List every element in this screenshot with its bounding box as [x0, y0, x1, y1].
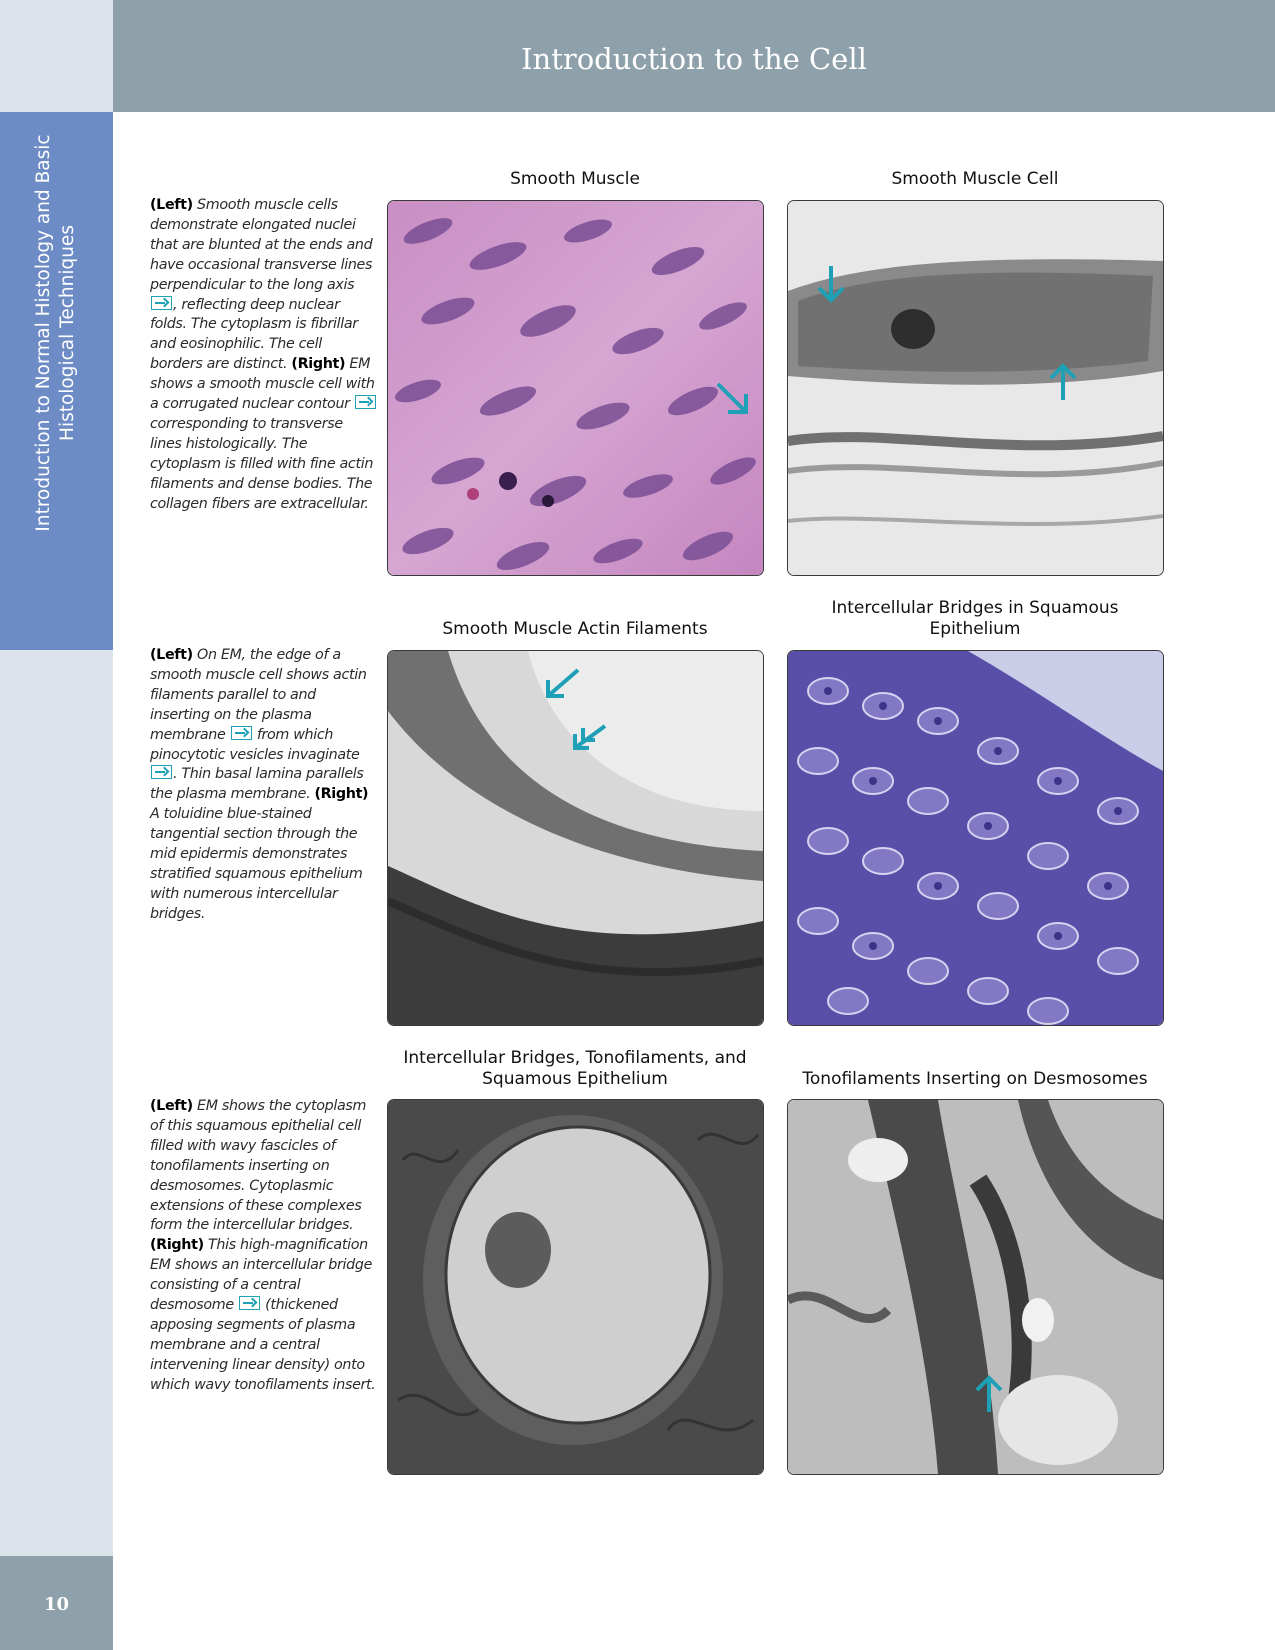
micrograph-toluidine-blue-epithelium [787, 650, 1164, 1026]
arrow-marker-icon [231, 726, 252, 740]
caption-right-tag: (Right) [314, 786, 369, 803]
caption-text: (thickened apposing segments of plasma membrane and a central intervening linear density) onto which wavy tonofilaments insert. [150, 1297, 376, 1393]
chapter-label-line1: Introduction to Normal Histology and Basic [33, 134, 54, 532]
caption-text: EM shows the cytoplasm of this squamous epithelial cell filled with wavy fascicles of tonofilaments inserting on desmosomes. Cytoplasmic extensions of these complexes form the intercellular bridges. [150, 1098, 367, 1234]
panel-title-desmosomes: Tonofilaments Inserting on Desmosomes [802, 1069, 1148, 1089]
panel-title-line: Intercellular Bridges, Tonofilaments, and [403, 1048, 747, 1068]
micrograph-smooth-muscle-cell [787, 200, 1164, 576]
panel-title-intercellular-bridges [787, 598, 1163, 640]
panel-title-line: Squamous Epithelium [482, 1069, 668, 1089]
micrograph-squamous-cell [387, 1099, 764, 1475]
chapter-label [32, 73, 80, 593]
caption-left-tag: (Left) [150, 1098, 193, 1114]
caption-row-1 [150, 196, 378, 515]
caption-text: Smooth muscle cells demonstrate elongated nuclei that are blunted at the ends and have occasional transverse lines perpendicular to the long axis [150, 197, 373, 293]
caption-left-tag: (Left) [150, 647, 193, 663]
caption-text: A toluidine blue-stained tangential section through the mid epidermis demonstrates stratified squamous epithelium with numerous intercellular bridges. [150, 806, 363, 922]
panel-title-tonofilaments-squamous [387, 1048, 763, 1090]
caption-row-2 [150, 646, 378, 925]
caption-text: On EM, the edge of a smooth muscle cell shows actin filaments parallel to and inserting on the plasma membrane [150, 647, 367, 743]
caption-text: This high-magnification EM shows an intercellular bridge consisting of a central desmosome [150, 1237, 373, 1314]
panel-title-smooth-muscle-cell: Smooth Muscle Cell [891, 169, 1059, 189]
micrograph-actin-filaments [387, 650, 764, 1026]
micrograph-smooth-muscle [387, 200, 764, 576]
caption-text: . Thin basal lamina parallels the plasma membrane. [150, 766, 364, 803]
caption-text: EM shows a smooth muscle cell with a corrugated nuclear contour [150, 356, 375, 413]
micrograph-tonofilaments-desmosomes [787, 1099, 1164, 1475]
caption-right-tag: (Right) [291, 356, 346, 373]
arrow-marker-icon [239, 1296, 260, 1310]
caption-left-tag: (Left) [150, 197, 193, 213]
caption-right-tag: (Right) [150, 1237, 204, 1254]
arrow-marker-icon [151, 296, 172, 310]
panel-title-line: Epithelium [929, 619, 1021, 639]
caption-text: from which pinocytotic vesicles invaginate [150, 726, 360, 763]
arrow-marker-icon [355, 395, 376, 409]
caption-text: corresponding to transverse lines histologically. The cytoplasm is filled with fine actin filaments and dense bodies. The collagen fibers are extracellular. [150, 415, 374, 512]
double-arrow-marker-icon [151, 765, 172, 779]
panel-title-actin-filaments: Smooth Muscle Actin Filaments [442, 619, 708, 639]
page-number: 10 [43, 1594, 70, 1615]
caption-row-3 [150, 1097, 378, 1396]
chapter-label-line2: Histological Techniques [57, 225, 78, 441]
caption-text: , reflecting deep nuclear folds. The cytoplasm is fibrillar and eosinophilic. The cell borders are distinct. [150, 296, 358, 373]
panel-title-smooth-muscle: Smooth Muscle [510, 169, 640, 189]
panel-title-line: Intercellular Bridges in Squamous [831, 598, 1119, 618]
page-title: Introduction to the Cell [521, 42, 867, 76]
